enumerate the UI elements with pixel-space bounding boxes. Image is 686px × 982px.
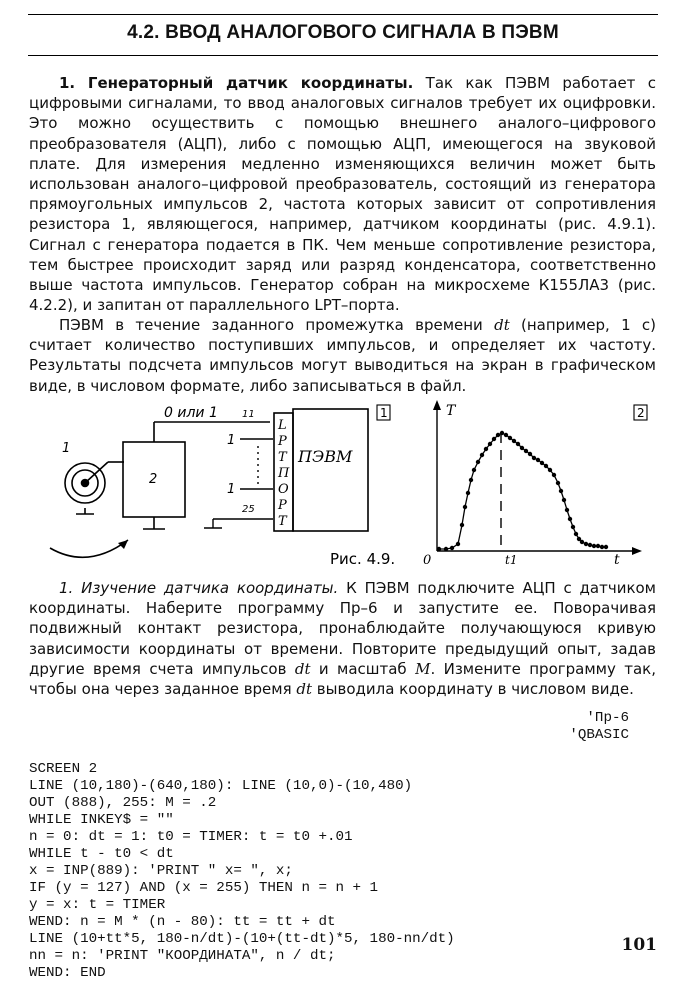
axis-zero-label: 0 (423, 553, 432, 568)
figure-drawing (28, 398, 660, 573)
var-dt-1: dt (294, 659, 311, 678)
paragraph-2-after: (например, 1 с) считает количество поступивших импульсов, и определяет их частоту. Результаты подсчета импульсов могут выводиться на экран в графическом виде, в числовом формате, либо записываться в файл. (29, 316, 656, 395)
code-comment-program: 'Пр-6 (586, 710, 629, 726)
graph-point (516, 442, 520, 446)
figure-caption: Рис. 4.9. (330, 550, 396, 568)
code-line: WEND: n = M * (n - 80): tt = tt + dt (29, 914, 336, 930)
graph-point (580, 540, 584, 544)
graph-points (437, 431, 608, 551)
graph-point (540, 461, 544, 465)
input-one-b: 1 (227, 482, 236, 497)
graph-point (532, 456, 536, 460)
graph-point (472, 468, 476, 472)
graph-point (444, 547, 448, 551)
paragraph-3-italic-head: 1. Изучение датчика координаты. (59, 579, 339, 597)
figure-4-9 (28, 398, 660, 573)
port-letter: О (278, 482, 289, 497)
graph-point (500, 431, 504, 435)
code-listing (29, 710, 629, 982)
graph-point (484, 447, 488, 451)
graph-point (456, 542, 460, 546)
port-letter: П (278, 466, 290, 481)
port-letter: L (278, 418, 287, 433)
graph-point (568, 517, 572, 521)
pin-top: 11 (242, 409, 255, 420)
port-letter: P (278, 434, 287, 449)
code-line: x = INP(889): 'PRINT " x= ", x; (29, 863, 293, 879)
graph-point (469, 478, 473, 482)
label-sensor: 1 (62, 441, 71, 456)
resistor-sensor (50, 462, 128, 557)
pc-label: ПЭВМ (298, 447, 353, 466)
graph-point (556, 481, 560, 485)
panel-1-number: 1 (380, 406, 388, 420)
graph-point (450, 546, 454, 550)
code-line: n = 0: dt = 1: t0 = TIMER: t = t0 +.01 (29, 829, 353, 845)
paragraph-3-text-b: и масштаб (310, 659, 416, 678)
code-line: OUT (888), 255: M = .2 (29, 795, 217, 811)
paragraph-1-run-head: 1. Генераторный датчик координаты. (59, 74, 414, 92)
port-letter: Т (278, 514, 287, 529)
label-generator: 2 (149, 472, 158, 487)
label-zero-or-one: 0 или 1 (164, 405, 218, 421)
graph-point (476, 460, 480, 464)
paragraph-1 (29, 73, 656, 315)
axis-t-label: t (614, 552, 620, 568)
graph-point (437, 547, 441, 551)
paragraph-3 (29, 578, 656, 699)
code-line: WHILE INKEY$ = "" (29, 812, 174, 828)
graph-point (524, 449, 528, 453)
graph-point (512, 439, 516, 443)
paragraph-2-before: ПЭВМ в течение заданного промежутка времени (59, 316, 495, 334)
code-line: LINE (10,180)-(640,180): LINE (10,0)-(10,480) (29, 778, 413, 794)
var-M: M (415, 659, 431, 678)
code-line: LINE (10+tt*5, 180-n/dt)-(10+(tt-dt)*5, 180-nn/dt) (29, 931, 455, 947)
graph-point (492, 437, 496, 441)
top-rule (28, 14, 658, 15)
graph-point (604, 545, 608, 549)
pin-bottom: 25 (242, 504, 255, 515)
graph-point (592, 544, 596, 548)
code-line: IF (y = 127) AND (x = 255) THEN n = n + 1 (29, 880, 379, 896)
graph-point (588, 543, 592, 547)
graph-point (463, 505, 467, 509)
port-wires (204, 439, 273, 528)
section-heading: 4.2. ВВОД АНАЛОГОВОГО СИГНАЛА В ПЭВМ (127, 22, 559, 43)
var-dt-2: dt (296, 680, 313, 699)
paragraph-3-text-a: К ПЭВМ подключите АЦП с датчиком координаты. Наберите программу Пр–6 и запустите ее. Поворачивая подвижный контакт резистора, пронаблюдайте получающуюся кривую зависимости координаты от времени. Повторите предыдущий опыт, задав другие время счета импульсов (29, 579, 656, 678)
code-comment-language: 'QBASIC (569, 727, 629, 743)
graph-point (488, 442, 492, 446)
axis-T-label: T (446, 403, 456, 419)
paragraph-3-text-d: выводила координату в числовом виде. (312, 680, 634, 699)
paragraph-3-text-c: . Измените программу так, чтобы она через заданное время (29, 659, 657, 699)
graph-axes (433, 400, 642, 555)
pc-block (293, 409, 368, 531)
paragraph-2 (29, 315, 656, 396)
graph-point (584, 542, 588, 546)
port-letters (277, 418, 290, 529)
graph-point (496, 433, 500, 437)
graph-point (548, 468, 552, 472)
port-letter: Р (278, 498, 287, 513)
graph-point (565, 508, 569, 512)
graph-point (574, 532, 578, 536)
graph-curve (439, 433, 606, 549)
page-number: 101 (621, 935, 657, 955)
code-line: SCREEN 2 (29, 761, 98, 777)
code-line: WHILE t - t0 < dt (29, 846, 174, 862)
port-letter: T (278, 450, 287, 465)
heading-rule (28, 55, 658, 56)
code-line: nn = n: 'PRINT "КООРДИНАТА", n / dt; (29, 948, 336, 964)
graph-point (508, 436, 512, 440)
var-dt: dt (494, 316, 510, 334)
graph-point (562, 498, 566, 502)
graph-point (544, 464, 548, 468)
graph-point (600, 545, 604, 549)
input-one-a: 1 (227, 433, 236, 448)
graph-point (596, 544, 600, 548)
graph-point (528, 452, 532, 456)
graph-point (552, 473, 556, 477)
graph-point (559, 489, 563, 493)
code-line: y = x: t = TIMER (29, 897, 166, 913)
graph-point (460, 523, 464, 527)
graph-point (480, 453, 484, 457)
graph-point (466, 491, 470, 495)
graph-point (520, 446, 524, 450)
graph-point (504, 433, 508, 437)
code-line: WEND: END (29, 965, 106, 981)
t1-label: t1 (505, 553, 518, 567)
paragraph-1-text: Так как ПЭВМ работает с цифровыми сигналами, то ввод аналоговых сигналов требует их оцифровки. Это можно осуществить с помощью внешнего аналого–цифрового преобразователя (АЦП), либо с помощью АЦП, имеющегося на звуковой плате. Для измерения медленно изменяющихся величин может быть использован аналого–цифровой преобразователь, состоящий из генератора прямоугольных импульсов 2, частота которых зависит от сопротивления резистора 1, являющегося, например, датчиком координаты (рис. 4.9.1). Сигнал с генератора подается в ПК. Чем меньше сопротивление резистора, тем быстрее происходит заряд или разряд конденсатора, соответственно выше частота импульсов. Генератор собран на микросхеме К155ЛА3 (рис. 4.2.2), и запитан от параллельного LPT–порта. (29, 74, 656, 315)
panel-2-number: 2 (637, 406, 645, 420)
graph-point (571, 525, 575, 529)
graph-point (536, 458, 540, 462)
